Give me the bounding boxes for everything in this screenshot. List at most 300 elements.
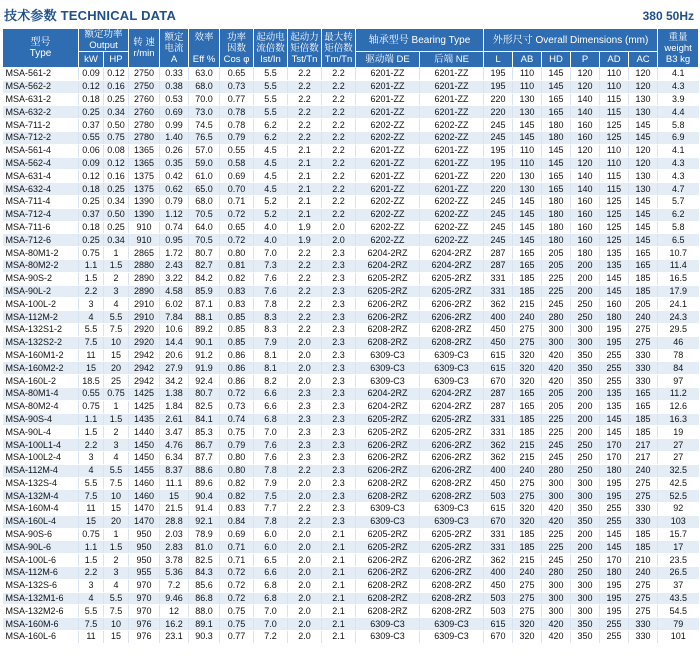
cell-ist: 6.8 bbox=[254, 592, 288, 605]
cell-tst: 2.2 bbox=[288, 259, 322, 272]
cell-bearing-ne: 6201-ZZ bbox=[420, 183, 484, 196]
cell-l: 400 bbox=[484, 567, 513, 580]
cell-speed: 1425 bbox=[129, 400, 160, 413]
cell-tst: 2.3 bbox=[288, 439, 322, 452]
cell-ad: 180 bbox=[600, 311, 629, 324]
cell-tm: 2.3 bbox=[322, 247, 356, 260]
cell-tm: 2.1 bbox=[322, 567, 356, 580]
cell-bearing-de: 6206-2RZ bbox=[356, 567, 420, 580]
cell-eff: 61.0 bbox=[189, 170, 220, 183]
cell-speed: 2910 bbox=[129, 311, 160, 324]
cell-speed: 1450 bbox=[129, 439, 160, 452]
cell-l: 195 bbox=[484, 144, 513, 157]
cell-bearing-de: 6202-ZZ bbox=[356, 208, 420, 221]
cell-eff: 70.5 bbox=[189, 234, 220, 247]
table-row bbox=[3, 208, 699, 221]
cell-p: 300 bbox=[571, 336, 600, 349]
cell-l: 287 bbox=[484, 400, 513, 413]
cell-pf: 0.83 bbox=[220, 285, 254, 298]
cell-ist: 6.5 bbox=[254, 554, 288, 567]
cell-pf: 0.55 bbox=[220, 144, 254, 157]
cell-weight: 54.5 bbox=[658, 605, 699, 618]
cell-ac: 240 bbox=[629, 464, 658, 477]
cell-pf: 0.75 bbox=[220, 426, 254, 439]
cell-hd: 145 bbox=[542, 68, 571, 81]
cell-weight: 6.9 bbox=[658, 131, 699, 144]
cell-hd: 145 bbox=[542, 80, 571, 93]
cell-bearing-de: 6201-ZZ bbox=[356, 183, 420, 196]
cell-l: 670 bbox=[484, 631, 513, 644]
cell-bearing-de: 6202-ZZ bbox=[356, 131, 420, 144]
cell-hd: 420 bbox=[542, 618, 571, 631]
cell-tst: 2.2 bbox=[288, 272, 322, 285]
cell-ist: 5.5 bbox=[254, 106, 288, 119]
cell-p: 160 bbox=[571, 195, 600, 208]
cell-type: MSA-631-4 bbox=[3, 170, 79, 183]
cell-hd: 180 bbox=[542, 208, 571, 221]
cell-speed: 970 bbox=[129, 605, 160, 618]
cell-ist: 6.6 bbox=[254, 567, 288, 580]
cell-pf: 0.71 bbox=[220, 541, 254, 554]
cell-tst: 2.0 bbox=[288, 375, 322, 388]
cell-weight: 6.2 bbox=[658, 208, 699, 221]
cell-ac: 185 bbox=[629, 272, 658, 285]
cell-weight: 97 bbox=[658, 375, 699, 388]
cell-weight: 4.3 bbox=[658, 80, 699, 93]
cell-pf: 0.84 bbox=[220, 515, 254, 528]
cell-hp: 3 bbox=[104, 285, 129, 298]
cell-pf: 0.71 bbox=[220, 554, 254, 567]
header-output: 额定功率 Output bbox=[79, 29, 129, 52]
cell-current: 0.42 bbox=[160, 170, 189, 183]
cell-type: MSA-562-4 bbox=[3, 157, 79, 170]
cell-hp: 7.5 bbox=[104, 323, 129, 336]
cell-bearing-de: 6206-2RZ bbox=[356, 439, 420, 452]
cell-bearing-de: 6204-2RZ bbox=[356, 259, 420, 272]
cell-pf: 0.77 bbox=[220, 93, 254, 106]
cell-hp: 1 bbox=[104, 400, 129, 413]
cell-weight: 6.5 bbox=[658, 234, 699, 247]
cell-eff: 84.3 bbox=[189, 567, 220, 580]
table-row bbox=[3, 157, 699, 170]
cell-bearing-ne: 6206-2RZ bbox=[420, 464, 484, 477]
cell-speed: 2750 bbox=[129, 68, 160, 81]
cell-weight: 16.5 bbox=[658, 272, 699, 285]
cell-bearing-de: 6201-ZZ bbox=[356, 80, 420, 93]
table-row bbox=[3, 515, 699, 528]
cell-eff: 81.0 bbox=[189, 541, 220, 554]
header-bearing-type: 轴承型号 Bearing Type bbox=[356, 29, 484, 52]
table-row bbox=[3, 439, 699, 452]
cell-speed: 2880 bbox=[129, 259, 160, 272]
cell-kw: 3 bbox=[79, 451, 104, 464]
cell-bearing-ne: 6201-ZZ bbox=[420, 106, 484, 119]
cell-kw: 1.5 bbox=[79, 554, 104, 567]
cell-ist: 7.2 bbox=[254, 631, 288, 644]
cell-type: MSA-160L-4 bbox=[3, 515, 79, 528]
cell-eff: 63.0 bbox=[189, 68, 220, 81]
cell-kw: 0.25 bbox=[79, 195, 104, 208]
cell-type: MSA-132S-6 bbox=[3, 579, 79, 592]
cell-tm: 2.3 bbox=[322, 413, 356, 426]
cell-p: 300 bbox=[571, 490, 600, 503]
cell-eff: 90.3 bbox=[189, 631, 220, 644]
cell-bearing-ne: 6208-2RZ bbox=[420, 336, 484, 349]
cell-tst: 2.2 bbox=[288, 285, 322, 298]
cell-l: 503 bbox=[484, 490, 513, 503]
cell-pf: 0.65 bbox=[220, 221, 254, 234]
cell-type: MSA-160M-4 bbox=[3, 503, 79, 516]
cell-hd: 180 bbox=[542, 234, 571, 247]
cell-speed: 1365 bbox=[129, 157, 160, 170]
cell-tst: 2.3 bbox=[288, 426, 322, 439]
cell-ist: 7.6 bbox=[254, 451, 288, 464]
cell-kw: 0.55 bbox=[79, 131, 104, 144]
cell-l: 670 bbox=[484, 515, 513, 528]
table-row bbox=[3, 618, 699, 631]
cell-ad: 145 bbox=[600, 426, 629, 439]
cell-ac: 185 bbox=[629, 413, 658, 426]
cell-weight: 101 bbox=[658, 631, 699, 644]
cell-l: 450 bbox=[484, 323, 513, 336]
cell-l: 245 bbox=[484, 131, 513, 144]
cell-weight: 46 bbox=[658, 336, 699, 349]
cell-eff: 64.0 bbox=[189, 221, 220, 234]
cell-bearing-de: 6309-C3 bbox=[356, 375, 420, 388]
cell-bearing-ne: 6208-2RZ bbox=[420, 323, 484, 336]
cell-hp: 0.34 bbox=[104, 106, 129, 119]
cell-ac: 165 bbox=[629, 259, 658, 272]
cell-kw: 5.5 bbox=[79, 323, 104, 336]
cell-current: 0.79 bbox=[160, 195, 189, 208]
cell-eff: 80.7 bbox=[189, 387, 220, 400]
cell-ab: 185 bbox=[513, 426, 542, 439]
cell-ab: 320 bbox=[513, 618, 542, 631]
cell-tm: 2.1 bbox=[322, 631, 356, 644]
cell-ac: 145 bbox=[629, 221, 658, 234]
cell-hp: 1.5 bbox=[104, 413, 129, 426]
cell-ad: 125 bbox=[600, 208, 629, 221]
cell-ac: 130 bbox=[629, 106, 658, 119]
cell-tm: 2.3 bbox=[322, 477, 356, 490]
cell-current: 3.47 bbox=[160, 426, 189, 439]
cell-eff: 85.3 bbox=[189, 426, 220, 439]
cell-pf: 0.82 bbox=[220, 477, 254, 490]
cell-pf: 0.72 bbox=[220, 387, 254, 400]
cell-eff: 88.6 bbox=[189, 464, 220, 477]
cell-ist: 4.0 bbox=[254, 221, 288, 234]
cell-kw: 0.12 bbox=[79, 170, 104, 183]
cell-current: 0.38 bbox=[160, 80, 189, 93]
cell-hp: 0.16 bbox=[104, 170, 129, 183]
cell-type: MSA-132M-4 bbox=[3, 490, 79, 503]
cell-p: 200 bbox=[571, 528, 600, 541]
table-row bbox=[3, 131, 699, 144]
cell-bearing-ne: 6201-ZZ bbox=[420, 93, 484, 106]
cell-ad: 110 bbox=[600, 157, 629, 170]
cell-p: 200 bbox=[571, 400, 600, 413]
cell-bearing-de: 6309-C3 bbox=[356, 515, 420, 528]
cell-kw: 0.18 bbox=[79, 93, 104, 106]
cell-eff: 78.9 bbox=[189, 528, 220, 541]
cell-speed: 1425 bbox=[129, 387, 160, 400]
cell-current: 0.62 bbox=[160, 183, 189, 196]
cell-ad: 115 bbox=[600, 183, 629, 196]
cell-ac: 185 bbox=[629, 426, 658, 439]
cell-current: 34.2 bbox=[160, 375, 189, 388]
cell-tm: 2.2 bbox=[322, 183, 356, 196]
table-row bbox=[3, 259, 699, 272]
cell-current: 23.1 bbox=[160, 631, 189, 644]
cell-ab: 165 bbox=[513, 400, 542, 413]
cell-ist: 8.1 bbox=[254, 362, 288, 375]
cell-ab: 110 bbox=[513, 157, 542, 170]
cell-kw: 3 bbox=[79, 298, 104, 311]
cell-ad: 255 bbox=[600, 515, 629, 528]
cell-bearing-ne: 6202-ZZ bbox=[420, 221, 484, 234]
cell-l: 195 bbox=[484, 80, 513, 93]
cell-ab: 240 bbox=[513, 311, 542, 324]
cell-eff: 85.6 bbox=[189, 579, 220, 592]
cell-pf: 0.78 bbox=[220, 106, 254, 119]
cell-speed: 970 bbox=[129, 579, 160, 592]
cell-hd: 300 bbox=[542, 605, 571, 618]
cell-type: MSA-112M-6 bbox=[3, 567, 79, 580]
cell-speed: 2865 bbox=[129, 247, 160, 260]
cell-type: MSA-631-2 bbox=[3, 93, 79, 106]
cell-tst: 2.0 bbox=[288, 592, 322, 605]
table-row bbox=[3, 234, 699, 247]
cell-eff: 90.1 bbox=[189, 336, 220, 349]
cell-l: 450 bbox=[484, 579, 513, 592]
cell-p: 140 bbox=[571, 170, 600, 183]
cell-speed: 1450 bbox=[129, 451, 160, 464]
cell-pf: 0.72 bbox=[220, 567, 254, 580]
cell-type: MSA-132S2-2 bbox=[3, 336, 79, 349]
cell-ad: 115 bbox=[600, 93, 629, 106]
cell-kw: 4 bbox=[79, 311, 104, 324]
cell-l: 287 bbox=[484, 247, 513, 260]
cell-ad: 145 bbox=[600, 272, 629, 285]
cell-bearing-ne: 6309-C3 bbox=[420, 618, 484, 631]
cell-ad: 170 bbox=[600, 451, 629, 464]
cell-p: 140 bbox=[571, 106, 600, 119]
cell-ac: 275 bbox=[629, 323, 658, 336]
cell-hp: 0.75 bbox=[104, 131, 129, 144]
cell-hd: 280 bbox=[542, 567, 571, 580]
cell-hd: 300 bbox=[542, 323, 571, 336]
cell-ist: 6.0 bbox=[254, 528, 288, 541]
cell-eff: 70.5 bbox=[189, 208, 220, 221]
cell-ac: 185 bbox=[629, 528, 658, 541]
header-de: 驱动端 DE bbox=[356, 52, 420, 68]
cell-current: 27.9 bbox=[160, 362, 189, 375]
cell-l: 220 bbox=[484, 183, 513, 196]
cell-ab: 185 bbox=[513, 541, 542, 554]
cell-pf: 0.72 bbox=[220, 234, 254, 247]
cell-l: 450 bbox=[484, 477, 513, 490]
cell-tst: 2.1 bbox=[288, 208, 322, 221]
cell-type: MSA-112M-2 bbox=[3, 311, 79, 324]
cell-tm: 2.2 bbox=[322, 93, 356, 106]
cell-hd: 205 bbox=[542, 400, 571, 413]
cell-bearing-ne: 6309-C3 bbox=[420, 503, 484, 516]
cell-eff: 89.6 bbox=[189, 477, 220, 490]
cell-kw: 11 bbox=[79, 631, 104, 644]
cell-hd: 280 bbox=[542, 464, 571, 477]
cell-l: 245 bbox=[484, 234, 513, 247]
table-row bbox=[3, 451, 699, 464]
table-row bbox=[3, 541, 699, 554]
cell-type: MSA-100L-6 bbox=[3, 554, 79, 567]
cell-speed: 1470 bbox=[129, 515, 160, 528]
cell-p: 160 bbox=[571, 234, 600, 247]
cell-speed: 2910 bbox=[129, 298, 160, 311]
cell-speed: 2920 bbox=[129, 323, 160, 336]
cell-ab: 320 bbox=[513, 515, 542, 528]
cell-p: 350 bbox=[571, 503, 600, 516]
cell-type: MSA-90S-6 bbox=[3, 528, 79, 541]
cell-ist: 7.8 bbox=[254, 515, 288, 528]
cell-pf: 0.73 bbox=[220, 80, 254, 93]
cell-bearing-de: 6208-2RZ bbox=[356, 605, 420, 618]
cell-tm: 2.2 bbox=[322, 131, 356, 144]
cell-ab: 215 bbox=[513, 451, 542, 464]
cell-tm: 2.1 bbox=[322, 554, 356, 567]
cell-speed: 950 bbox=[129, 528, 160, 541]
table-row bbox=[3, 221, 699, 234]
cell-type: MSA-132S1-2 bbox=[3, 323, 79, 336]
cell-hd: 420 bbox=[542, 631, 571, 644]
cell-pf: 0.81 bbox=[220, 259, 254, 272]
cell-ac: 275 bbox=[629, 477, 658, 490]
cell-pf: 0.72 bbox=[220, 208, 254, 221]
cell-tm: 2.2 bbox=[322, 170, 356, 183]
cell-p: 300 bbox=[571, 323, 600, 336]
cell-p: 200 bbox=[571, 259, 600, 272]
cell-ist: 4.5 bbox=[254, 144, 288, 157]
cell-eff: 82.5 bbox=[189, 400, 220, 413]
cell-bearing-ne: 6208-2RZ bbox=[420, 605, 484, 618]
cell-current: 0.26 bbox=[160, 144, 189, 157]
cell-bearing-de: 6205-2RZ bbox=[356, 528, 420, 541]
cell-ac: 330 bbox=[629, 631, 658, 644]
cell-ist: 7.9 bbox=[254, 336, 288, 349]
cell-hd: 420 bbox=[542, 349, 571, 362]
cell-eff: 92.4 bbox=[189, 375, 220, 388]
cell-tm: 2.3 bbox=[322, 362, 356, 375]
cell-current: 4.76 bbox=[160, 439, 189, 452]
cell-hd: 180 bbox=[542, 221, 571, 234]
cell-kw: 7.5 bbox=[79, 490, 104, 503]
cell-kw: 1.5 bbox=[79, 272, 104, 285]
cell-eff: 87.7 bbox=[189, 451, 220, 464]
cell-hp: 5.5 bbox=[104, 311, 129, 324]
cell-eff: 68.0 bbox=[189, 80, 220, 93]
cell-ac: 120 bbox=[629, 80, 658, 93]
cell-ad: 255 bbox=[600, 375, 629, 388]
cell-current: 11.1 bbox=[160, 477, 189, 490]
cell-tm: 2.3 bbox=[322, 375, 356, 388]
cell-tst: 2.2 bbox=[288, 503, 322, 516]
cell-tm: 2.3 bbox=[322, 426, 356, 439]
cell-current: 20.6 bbox=[160, 349, 189, 362]
cell-speed: 1460 bbox=[129, 477, 160, 490]
table-row bbox=[3, 490, 699, 503]
cell-weight: 52.5 bbox=[658, 490, 699, 503]
cell-weight: 24.3 bbox=[658, 311, 699, 324]
table-row bbox=[3, 477, 699, 490]
cell-speed: 1365 bbox=[129, 144, 160, 157]
cell-ad: 255 bbox=[600, 362, 629, 375]
cell-bearing-de: 6208-2RZ bbox=[356, 579, 420, 592]
cell-kw: 4 bbox=[79, 464, 104, 477]
cell-ab: 145 bbox=[513, 195, 542, 208]
table-header bbox=[3, 29, 699, 68]
cell-pf: 0.79 bbox=[220, 439, 254, 452]
cell-hp: 15 bbox=[104, 631, 129, 644]
voltage-label: 380 50Hz bbox=[642, 9, 694, 23]
cell-ad: 110 bbox=[600, 80, 629, 93]
cell-tm: 2.1 bbox=[322, 605, 356, 618]
table-row bbox=[3, 195, 699, 208]
cell-ad: 110 bbox=[600, 144, 629, 157]
cell-current: 9.46 bbox=[160, 592, 189, 605]
cell-eff: 74.5 bbox=[189, 119, 220, 132]
cell-bearing-ne: 6201-ZZ bbox=[420, 157, 484, 170]
cell-hp: 0.25 bbox=[104, 183, 129, 196]
table-row bbox=[3, 413, 699, 426]
cell-type: MSA-112M-4 bbox=[3, 464, 79, 477]
cell-bearing-de: 6205-2RZ bbox=[356, 426, 420, 439]
cell-type: MSA-90S-2 bbox=[3, 272, 79, 285]
cell-bearing-de: 6201-ZZ bbox=[356, 106, 420, 119]
cell-ac: 275 bbox=[629, 336, 658, 349]
cell-ac: 275 bbox=[629, 605, 658, 618]
cell-ac: 330 bbox=[629, 362, 658, 375]
cell-bearing-ne: 6202-ZZ bbox=[420, 208, 484, 221]
cell-tm: 2.3 bbox=[322, 272, 356, 285]
cell-ab: 165 bbox=[513, 247, 542, 260]
table-body bbox=[3, 68, 699, 644]
table-row bbox=[3, 336, 699, 349]
table-row bbox=[3, 311, 699, 324]
cell-l: 400 bbox=[484, 464, 513, 477]
cell-current: 6.34 bbox=[160, 451, 189, 464]
cell-hp: 0.12 bbox=[104, 68, 129, 81]
cell-bearing-ne: 6201-ZZ bbox=[420, 80, 484, 93]
cell-bearing-de: 6202-ZZ bbox=[356, 221, 420, 234]
cell-current: 1.84 bbox=[160, 400, 189, 413]
cell-weight: 5.7 bbox=[658, 195, 699, 208]
cell-hd: 180 bbox=[542, 195, 571, 208]
cell-eff: 91.2 bbox=[189, 349, 220, 362]
cell-ab: 130 bbox=[513, 183, 542, 196]
cell-ac: 330 bbox=[629, 375, 658, 388]
cell-hd: 180 bbox=[542, 119, 571, 132]
cell-type: MSA-100L1-4 bbox=[3, 439, 79, 452]
header-kw: kW bbox=[79, 52, 104, 68]
cell-kw: 1.1 bbox=[79, 541, 104, 554]
cell-weight: 15.7 bbox=[658, 528, 699, 541]
cell-tm: 2.1 bbox=[322, 541, 356, 554]
cell-kw: 5.5 bbox=[79, 477, 104, 490]
table-row bbox=[3, 592, 699, 605]
cell-speed: 950 bbox=[129, 541, 160, 554]
cell-bearing-ne: 6205-2RZ bbox=[420, 541, 484, 554]
cell-ad: 125 bbox=[600, 221, 629, 234]
cell-hp: 0.34 bbox=[104, 195, 129, 208]
